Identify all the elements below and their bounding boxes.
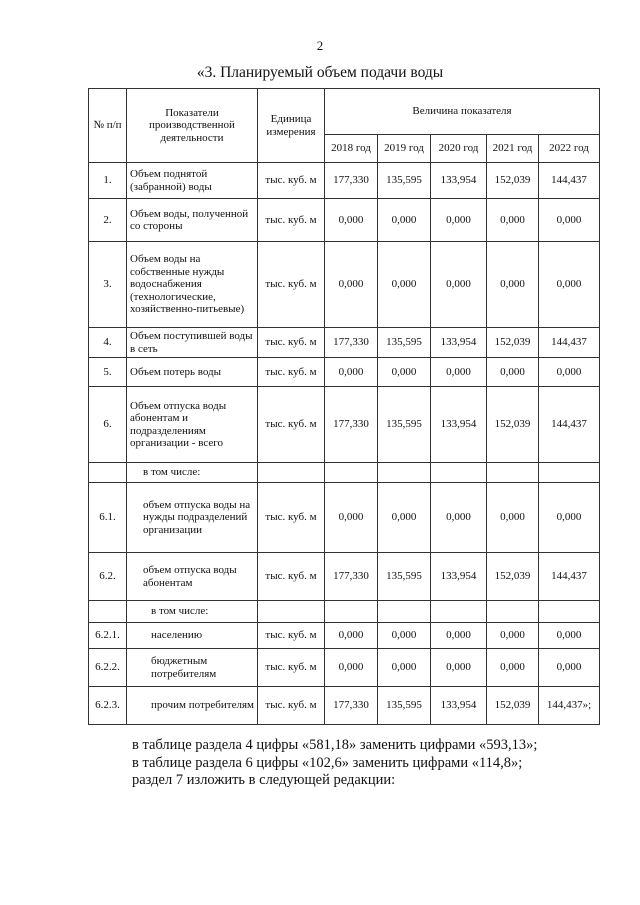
table-row	[89, 463, 600, 483]
header-num: № п/п	[89, 89, 127, 163]
row-value: 0,000	[325, 483, 378, 553]
row-num: 6.2.2.	[89, 649, 127, 687]
row-indicator: объем отпуска воды на нужды подразделений организации	[127, 483, 258, 553]
section-title: «3. Планируемый объем подачи воды	[196, 64, 444, 81]
amendment-text	[132, 737, 537, 790]
row-value	[378, 463, 431, 483]
row-indicator: в том числе:	[127, 463, 258, 483]
header-year: 2021 год	[487, 135, 539, 163]
row-value	[487, 463, 539, 483]
table-row	[89, 163, 600, 199]
row-unit: тыс. куб. м	[258, 387, 325, 463]
row-value: 0,000	[325, 242, 378, 328]
row-value: 0,000	[378, 242, 431, 328]
row-value: 135,595	[378, 387, 431, 463]
row-value: 133,954	[431, 328, 487, 358]
row-value: 144,437	[539, 163, 600, 199]
row-indicator: Объем воды, полученной со стороны	[127, 199, 258, 242]
table-row	[89, 623, 600, 649]
row-unit: тыс. куб. м	[258, 358, 325, 387]
row-indicator: Объем поступившей воды в сеть	[127, 328, 258, 358]
row-indicator: прочим потребителям	[127, 687, 258, 725]
row-unit: тыс. куб. м	[258, 553, 325, 601]
row-value: 144,437	[539, 328, 600, 358]
row-value: 0,000	[539, 358, 600, 387]
header-value-group: Величина показателя	[325, 89, 600, 135]
table-row	[89, 483, 600, 553]
row-value: 0,000	[378, 199, 431, 242]
row-value	[431, 601, 487, 623]
row-num	[89, 463, 127, 483]
row-value: 152,039	[487, 687, 539, 725]
row-value: 0,000	[431, 199, 487, 242]
row-value: 0,000	[325, 199, 378, 242]
row-value: 133,954	[431, 553, 487, 601]
row-value: 0,000	[378, 649, 431, 687]
row-num	[89, 601, 127, 623]
row-value: 0,000	[539, 242, 600, 328]
row-value: 0,000	[431, 358, 487, 387]
row-value: 177,330	[325, 687, 378, 725]
amendment-line: в таблице раздела 6 цифры «102,6» заменить цифрами «114,8»;	[132, 754, 523, 771]
row-value	[487, 601, 539, 623]
row-value: 0,000	[539, 623, 600, 649]
row-value	[325, 601, 378, 623]
table-row	[89, 553, 600, 601]
row-unit: тыс. куб. м	[258, 623, 325, 649]
row-value: 0,000	[487, 242, 539, 328]
row-unit: тыс. куб. м	[258, 649, 325, 687]
table-row	[89, 328, 600, 358]
header-year: 2020 год	[431, 135, 487, 163]
row-value	[325, 463, 378, 483]
row-value: 0,000	[539, 649, 600, 687]
row-value: 135,595	[378, 163, 431, 199]
row-indicator: Объем отпуска воды абонентам и подразделениям организации - всего	[127, 387, 258, 463]
table-row	[89, 199, 600, 242]
row-value: 152,039	[487, 553, 539, 601]
row-value: 0,000	[378, 483, 431, 553]
row-value: 177,330	[325, 387, 378, 463]
row-unit	[258, 463, 325, 483]
water-supply-table	[88, 88, 600, 725]
row-unit: тыс. куб. м	[258, 163, 325, 199]
row-value	[539, 463, 600, 483]
table-row	[89, 687, 600, 725]
row-value: 0,000	[487, 623, 539, 649]
row-unit: тыс. куб. м	[258, 483, 325, 553]
row-unit: тыс. куб. м	[258, 242, 325, 328]
row-value: 152,039	[487, 328, 539, 358]
row-value: 0,000	[539, 199, 600, 242]
row-value: 177,330	[325, 328, 378, 358]
row-value: 135,595	[378, 687, 431, 725]
row-value: 0,000	[487, 358, 539, 387]
header-year: 2022 год	[539, 135, 600, 163]
table-row	[89, 242, 600, 328]
header-unit: Единица измерения	[258, 89, 325, 163]
row-value: 133,954	[431, 687, 487, 725]
row-value: 0,000	[539, 483, 600, 553]
row-unit	[258, 601, 325, 623]
row-value: 0,000	[431, 242, 487, 328]
row-indicator: объем отпуска воды абонентам	[127, 553, 258, 601]
header-indicator: Показатели производственной деятельности	[127, 89, 258, 163]
row-value: 0,000	[487, 649, 539, 687]
row-value: 0,000	[325, 358, 378, 387]
row-num: 2.	[89, 199, 127, 242]
row-value	[431, 463, 487, 483]
row-value: 0,000	[378, 623, 431, 649]
header-year: 2019 год	[378, 135, 431, 163]
row-num: 6.2.1.	[89, 623, 127, 649]
row-indicator: в том числе:	[127, 601, 258, 623]
row-num: 6.1.	[89, 483, 127, 553]
row-value: 152,039	[487, 163, 539, 199]
amendment-line: в таблице раздела 4 цифры «581,18» заменить цифрами «593,13»;	[132, 737, 538, 753]
row-value: 133,954	[431, 163, 487, 199]
row-num: 4.	[89, 328, 127, 358]
row-value	[378, 601, 431, 623]
row-value: 0,000	[325, 623, 378, 649]
row-num: 3.	[89, 242, 127, 328]
row-value: 152,039	[487, 387, 539, 463]
row-value	[539, 601, 600, 623]
row-value: 0,000	[431, 623, 487, 649]
row-indicator: Объем воды на собственные нужды водоснабжения (технологические, хозяйственно-питьевые)	[127, 242, 258, 328]
table-row	[89, 358, 600, 387]
row-value: 144,437	[539, 553, 600, 601]
row-num: 6.2.3.	[89, 687, 127, 725]
row-value: 133,954	[431, 387, 487, 463]
row-value: 0,000	[325, 649, 378, 687]
page-number: 2	[316, 38, 324, 53]
row-num: 6.2.	[89, 553, 127, 601]
row-unit: тыс. куб. м	[258, 687, 325, 725]
header-year: 2018 год	[325, 135, 378, 163]
table-row	[89, 601, 600, 623]
row-num: 5.	[89, 358, 127, 387]
row-value: 177,330	[325, 163, 378, 199]
table-row	[89, 649, 600, 687]
row-unit: тыс. куб. м	[258, 328, 325, 358]
row-unit: тыс. куб. м	[258, 199, 325, 242]
row-num: 1.	[89, 163, 127, 199]
row-value: 0,000	[431, 649, 487, 687]
row-value: 135,595	[378, 328, 431, 358]
row-value: 0,000	[487, 199, 539, 242]
row-value: 144,437	[539, 387, 600, 463]
row-value: 177,330	[325, 553, 378, 601]
row-indicator: Объем потерь воды	[127, 358, 258, 387]
row-num: 6.	[89, 387, 127, 463]
table-row	[89, 387, 600, 463]
row-value: 144,437»;	[539, 687, 600, 725]
row-value: 0,000	[487, 483, 539, 553]
row-value: 135,595	[378, 553, 431, 601]
row-indicator: населению	[127, 623, 258, 649]
row-indicator: бюджетным потребителям	[127, 649, 258, 687]
row-value: 0,000	[431, 483, 487, 553]
row-indicator: Объем поднятой (забранной) воды	[127, 163, 258, 199]
row-value: 0,000	[378, 358, 431, 387]
amendment-line: раздел 7 изложить в следующей редакции:	[132, 772, 396, 788]
